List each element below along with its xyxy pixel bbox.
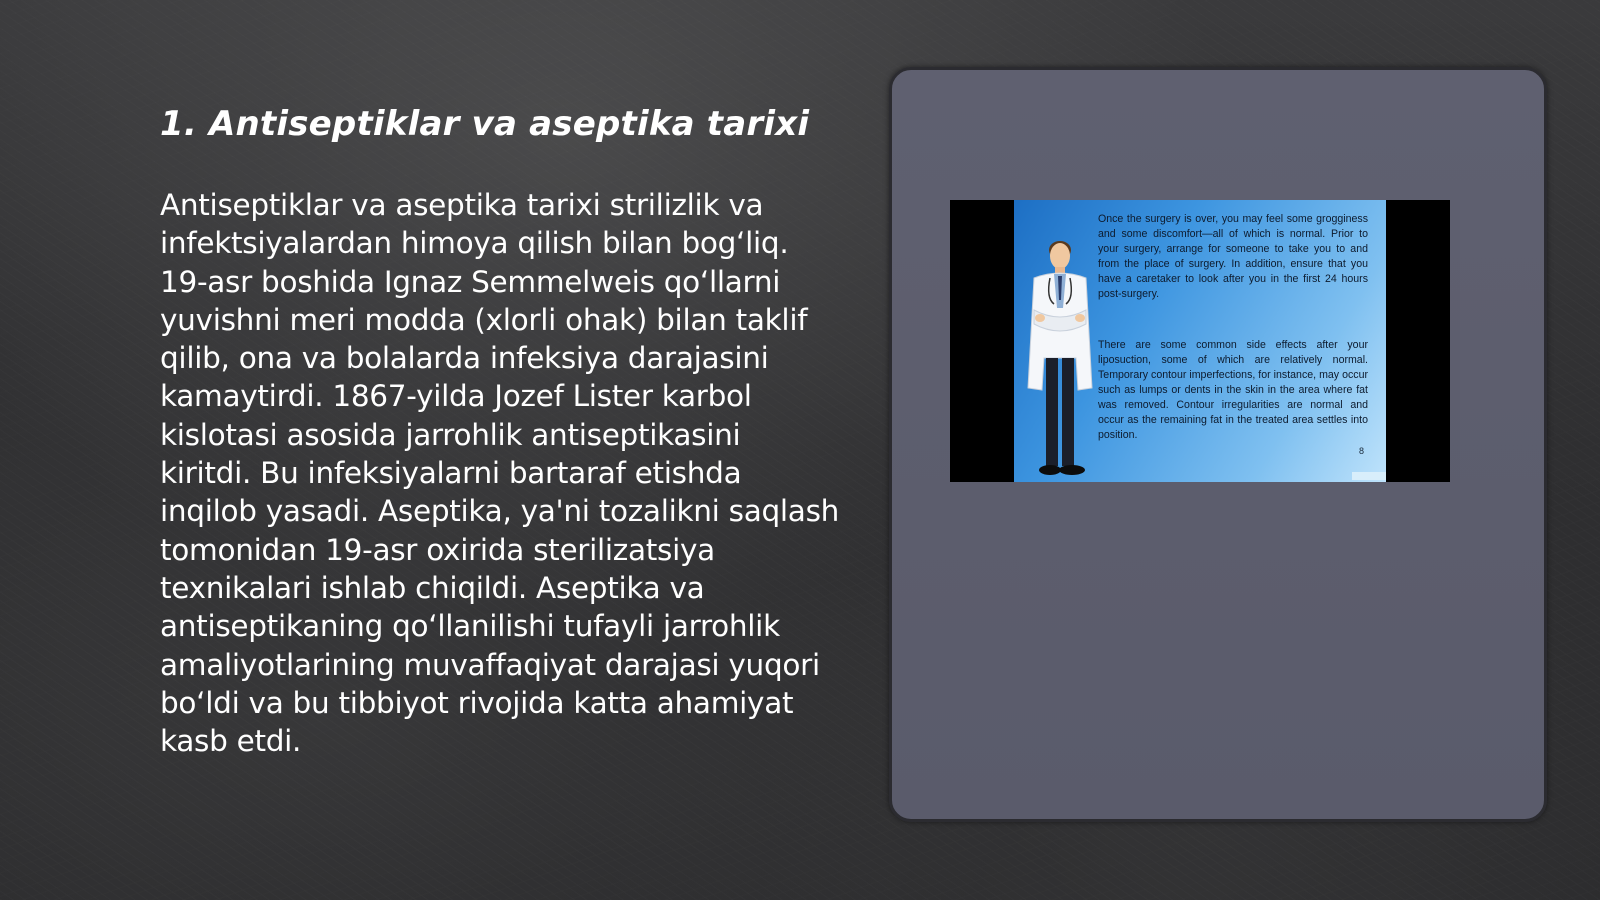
video-slide-number: 8	[1358, 446, 1364, 456]
doctor-figure-icon	[1020, 238, 1100, 482]
embedded-video[interactable]	[950, 200, 1450, 482]
video-paragraph-1: Once the surgery is over, you may feel some grogginess and some discomfort—all of which is normal. Prior to your surgery, arrange for someone to take you to and from the place of surgery. In addition, ensure that you have a caretaker to look after you in the first 24 hours post-surgery.	[1098, 213, 1368, 300]
video-paragraph-2: There are some common side effects after your liposuction, some of which are relatively normal. Temporary contour imperfections, for instance, may occur such as lumps or dents in the skin in the area where fat was removed. Contour irregularities are normal and occur as the remaining fat in the treated area settles into position.	[1098, 339, 1368, 441]
slide-body-text: Antiseptiklar va aseptika tarixi strilizlik va infektsiyalardan himoya qilish bilan bog‘liq. 19-asr boshida Ignaz Semmelweis qo‘llarni yuvishni meri modda (xlorli ohak) bilan taklif qilib, ona va bolalarda infeksiya darajasini kamaytirdi. 1867-yilda Jozef Lister karbol kislotasi asosida jarrohlik antiseptikasini kiritdi. Bu infeksiyalarni bartaraf etishda inqilob yasadi. Aseptika, ya'ni tozalikni saqlash tomonidan 19-asr oxirida sterilizatsiya texnikalari ishlab chiqildi. Aseptika va antiseptikaning qo‘llanilishi tufayli jarrohlik amaliyotlarining muvaffaqiyat darajasi yuqori bo‘ldi va bu tibbiyot rivojida katta ahamiyat kasb etdi.	[160, 188, 840, 759]
video-frame-content	[1014, 200, 1386, 482]
slide-title: 1. Antiseptiklar va aseptika tarixi	[160, 104, 810, 144]
video-bottom-strip	[1352, 472, 1386, 480]
